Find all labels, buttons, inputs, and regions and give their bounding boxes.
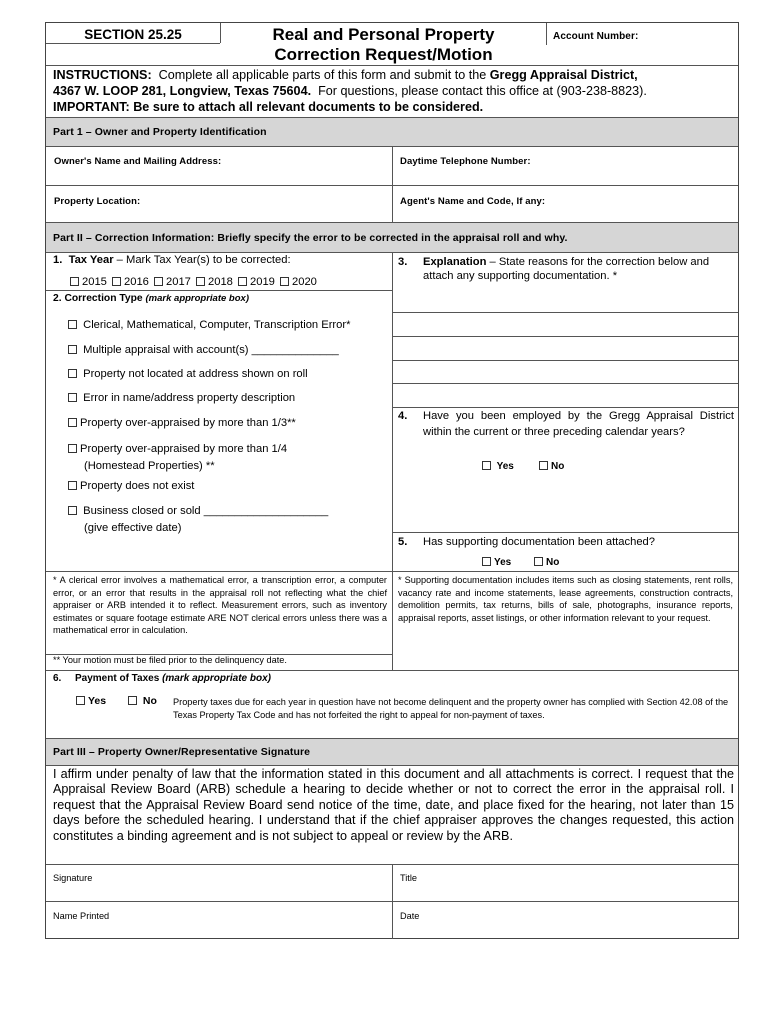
year-label: 2015 xyxy=(82,276,107,288)
agent-name-label: Agent's Name and Code, If any: xyxy=(400,196,546,207)
payment-no-checkbox[interactable] xyxy=(128,695,157,707)
explanation-line-4[interactable] xyxy=(393,383,738,406)
correction-form xyxy=(45,22,739,939)
checkbox-icon xyxy=(539,461,548,470)
agent-name-code-field[interactable] xyxy=(393,186,738,222)
checkbox-icon xyxy=(280,277,289,286)
option-label: Error in name/address property description xyxy=(83,392,296,404)
payment-of-taxes-heading xyxy=(53,673,271,684)
yes-label: Yes xyxy=(494,557,512,568)
explanation-line-3[interactable] xyxy=(393,360,738,382)
year-2017-checkbox[interactable] xyxy=(152,276,191,288)
instructions-label: INSTRUCTIONS: xyxy=(53,68,152,82)
correction-type-label: 2. Correction Type xyxy=(53,293,143,304)
clerical-error-footnote: * A clerical error involves a mathematical error, a transcription error, a computer error, or an error that results in the appraisal roll not reflecting what the chief appraiser or ARB intended it to reflect. Measurement errors, such as inventory estimates or square footage estimate ARE NOT clerical errors unless there was a mathematical error in calculation. xyxy=(53,575,387,636)
account-number-label: Account Number: xyxy=(553,31,639,42)
checkbox-icon xyxy=(76,696,85,705)
district-name: Gregg Appraisal District, xyxy=(489,68,638,82)
yes-label: Yes xyxy=(88,695,107,707)
owner-name-address-field[interactable] xyxy=(46,147,392,185)
q4-number: 4. xyxy=(398,410,408,422)
no-label: No xyxy=(551,461,565,472)
explanation-question xyxy=(398,255,733,283)
checkbox-icon xyxy=(68,481,77,490)
tax-year-label: Tax Year xyxy=(68,254,114,266)
option-label: Business closed or sold ____________________ xyxy=(83,505,329,517)
checkbox-icon xyxy=(68,393,77,402)
correction-option-over-appraised-third[interactable] xyxy=(68,417,296,429)
correction-option-name-address[interactable] xyxy=(68,392,295,404)
property-location-field[interactable] xyxy=(46,186,392,222)
property-location-label: Property Location: xyxy=(54,196,141,207)
q5-text: Has supporting documentation been attached? xyxy=(423,536,655,548)
q6-number: 6. xyxy=(53,673,62,684)
correction-option-business-closed[interactable] xyxy=(68,503,328,537)
supporting-documentation-note: * Supporting documentation includes items such as closing statements, rent rolls, vacancy rate and income statements, lease agreements, construction contracts, demolition permits, tax returns, bills of sale, photographs, insurance reports, appraisal reports, asset listings, or other information relevant to your request. xyxy=(398,575,733,623)
option-label: Property not located at address shown on roll xyxy=(83,368,308,380)
year-2019-checkbox[interactable] xyxy=(236,276,275,288)
q4-text: Have you been employed by the Gregg Appraisal District within the current or three preceding calendar years? xyxy=(423,410,734,438)
form-title-line1: Real and Personal Property xyxy=(272,25,495,44)
tax-year-number: 1. xyxy=(53,254,63,266)
employment-yes-checkbox[interactable] xyxy=(482,461,514,472)
checkbox-icon xyxy=(68,320,77,329)
date-field[interactable] xyxy=(393,902,738,939)
no-label: No xyxy=(142,695,157,707)
year-2015-checkbox[interactable] xyxy=(70,276,107,288)
checkbox-icon xyxy=(534,557,543,566)
payment-yes-checkbox[interactable] xyxy=(76,695,106,707)
payment-statement-text: Property taxes due for each year in question have not become delinquent and the property owner has complied with Section 42.08 of the Texas Property Tax Code and has not forfeited the right to appeal for non-payment of taxes. xyxy=(173,697,729,720)
correction-type-heading xyxy=(53,293,249,304)
year-2016-checkbox[interactable] xyxy=(110,276,149,288)
checkbox-icon xyxy=(482,461,491,470)
correction-option-not-located[interactable] xyxy=(68,368,308,380)
option-label: Property does not exist xyxy=(80,480,195,492)
date-label: Date xyxy=(400,911,420,921)
q5-number: 5. xyxy=(398,536,408,548)
year-label: 2019 xyxy=(250,276,275,288)
name-printed-label: Name Printed xyxy=(53,911,110,921)
q6-note: (mark appropriate box) xyxy=(162,673,271,684)
year-label: 2018 xyxy=(208,276,233,288)
name-printed-field[interactable] xyxy=(46,902,392,939)
year-2018-checkbox[interactable] xyxy=(194,276,233,288)
part1-heading: Part 1 – Owner and Property Identification xyxy=(53,126,267,138)
option-sublabel: (give effective date) xyxy=(84,522,182,534)
no-label: No xyxy=(546,557,560,568)
employment-no-checkbox[interactable] xyxy=(539,461,564,472)
part2-heading: Part II – Correction Information: Briefly specify the error to be corrected in the appraisal roll and why. xyxy=(53,232,568,244)
correction-option-clerical[interactable] xyxy=(68,319,350,331)
documentation-question xyxy=(398,536,734,548)
option-label: Property over-appraised by more than 1/4 xyxy=(80,443,288,455)
explanation-text: – State reasons for the correction below and attach any supporting documentation. * xyxy=(423,256,710,282)
option-sublabel: (Homestead Properties) ** xyxy=(84,460,215,472)
payment-statement xyxy=(173,696,735,721)
checkbox-icon xyxy=(154,277,163,286)
year-label: 2017 xyxy=(166,276,191,288)
contact-text: For questions, please contact this office at (903-238-8823). xyxy=(318,84,647,98)
checkbox-icon xyxy=(68,369,77,378)
checkbox-icon xyxy=(68,418,77,427)
part3-heading: Part III – Property Owner/Representative Signature xyxy=(53,746,311,758)
signature-field[interactable] xyxy=(46,865,392,901)
tax-year-text: – Mark Tax Year(s) to be corrected: xyxy=(116,254,291,266)
account-number-field[interactable] xyxy=(546,23,738,65)
affirmation-text: I affirm under penalty of law that the information stated in this document and all attachments is correct. I request that the Appraisal Review Board (ARB) schedule a hearing to decide whether or not to correct the error in the appraisal roll. I request that the Appraisal Review Board send notice of the time, date, and place fixed for the hearing, not later than 15 days before the scheduled hearing. I understand that if the chief appraiser approves the changes requested, this action constitutes a binding agreement and is not subject to appeal or review by the ARB. xyxy=(53,767,734,843)
tax-year-question xyxy=(53,254,291,266)
title-field[interactable] xyxy=(393,865,738,901)
signature-label: Signature xyxy=(53,873,93,883)
important-note: IMPORTANT: Be sure to attach all relevant documents to be considered. xyxy=(53,100,484,114)
year-label: 2020 xyxy=(292,276,317,288)
q6-label: Payment of Taxes xyxy=(75,673,160,684)
documentation-yes-checkbox[interactable] xyxy=(482,557,511,568)
title-label: Title xyxy=(400,873,418,883)
option-label: Property over-appraised by more than 1/3** xyxy=(80,417,296,429)
explanation-line-1[interactable] xyxy=(393,312,738,335)
option-label: Clerical, Mathematical, Computer, Transcription Error* xyxy=(83,319,351,331)
documentation-no-checkbox[interactable] xyxy=(534,557,559,568)
instructions-text: Complete all applicable parts of this form and submit to the xyxy=(158,68,487,82)
correction-option-over-appraised-quarter[interactable] xyxy=(68,441,287,475)
daytime-phone-field[interactable] xyxy=(393,147,738,185)
instructions xyxy=(53,67,738,115)
year-label: 2016 xyxy=(124,276,149,288)
option-label: Multiple appraisal with account(s) ______________ xyxy=(83,344,339,356)
owner-name-label: Owner's Name and Mailing Address: xyxy=(54,156,222,167)
year-2020-checkbox[interactable] xyxy=(278,276,317,288)
section-number: SECTION 25.25 xyxy=(84,27,182,42)
explanation-label: Explanation xyxy=(423,256,487,268)
district-address: 4367 W. LOOP 281, Longview, Texas 75604. xyxy=(53,84,312,98)
checkbox-icon xyxy=(68,444,77,453)
checkbox-icon xyxy=(196,277,205,286)
correction-type-note: (mark appropriate box) xyxy=(145,293,249,304)
employment-question xyxy=(398,409,734,440)
explanation-line-2[interactable] xyxy=(393,336,738,359)
checkbox-icon xyxy=(238,277,247,286)
checkbox-icon xyxy=(68,345,77,354)
tax-year-checkboxes xyxy=(70,276,317,288)
explanation-number: 3. xyxy=(398,256,408,268)
checkbox-icon xyxy=(128,696,137,705)
correction-option-multiple-appraisal[interactable] xyxy=(68,344,339,356)
checkbox-icon xyxy=(482,557,491,566)
motion-deadline-footnote: ** Your motion must be filed prior to the delinquency date. xyxy=(53,655,287,665)
form-title-line2: Correction Request/Motion xyxy=(274,45,493,64)
yes-label: Yes xyxy=(496,461,514,472)
daytime-phone-label: Daytime Telephone Number: xyxy=(400,156,531,167)
correction-option-does-not-exist[interactable] xyxy=(68,480,194,492)
form-title xyxy=(221,25,546,65)
checkbox-icon xyxy=(112,277,121,286)
checkbox-icon xyxy=(70,277,79,286)
checkbox-icon xyxy=(68,506,77,515)
